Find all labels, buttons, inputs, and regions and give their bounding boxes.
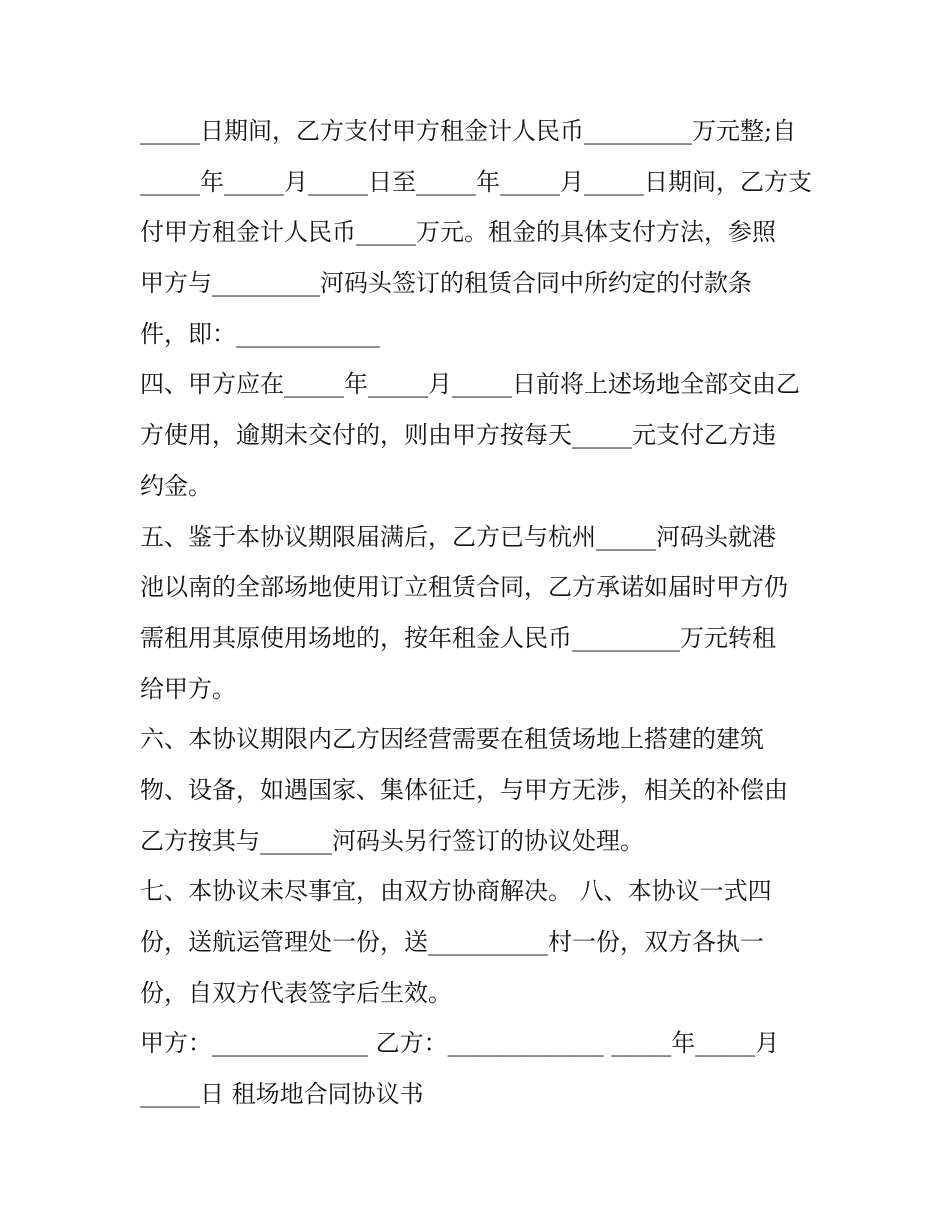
signature-line: 甲方：_____________ 乙方：_____________ _____年_____月: [140, 1029, 780, 1058]
contract-body-text: [140, 106, 820, 1120]
clause-six-text: 六、本协议期限内乙方因经营需要在租赁场地上搭建的建筑: [140, 725, 764, 754]
text-line: 需租用其原使用场地的，按年租金人民币_________万元转租: [140, 623, 776, 652]
text-line: 约金。: [140, 471, 212, 500]
clause-five-text: 五、鉴于本协议期限届满后，乙方已与杭州_____河码头就港: [140, 522, 776, 551]
clause-seven-text: 七、本协议未尽事宜，由双方协商解决。 八、本协议一式四: [140, 877, 772, 906]
text-line: 份，送航运管理处一份，送__________村一份，双方各执一: [140, 928, 764, 956]
date-and-title-line: _____日 租场地合同协议书: [140, 1080, 424, 1109]
text-line: 给甲方。: [140, 674, 236, 703]
text-line: 池以南的全部场地使用订立租赁合同，乙方承诺如届时甲方仍: [140, 573, 788, 602]
text-line: 付甲方租金计人民币_____万元。租金的具体支付方法，参照: [140, 218, 776, 247]
text-line: 物、设备，如遇国家、集体征迁，与甲方无涉，相关的补偿由: [140, 775, 788, 804]
clause-four-text: 四、甲方应在_____年_____月_____日前将上述场地全部交由乙: [140, 370, 800, 399]
text-line: _____年_____月_____日至_____年_____月_____日期间，乙方支: [140, 167, 812, 196]
text-line: 甲方与_________河码头签订的租赁合同中所约定的付款条: [140, 269, 752, 298]
text-line: 件，即：____________: [140, 319, 380, 348]
text-line: 乙方按其与______河码头另行签订的协议处理。: [140, 826, 644, 855]
text-line: 方使用，逾期未交付的，则由甲方按每天_____元支付乙方违: [140, 421, 776, 450]
text-line: 份，自双方代表签字后生效。: [140, 978, 452, 1007]
text-line: _____日期间，乙方支付甲方租金计人民币_________万元整;自: [140, 117, 797, 145]
